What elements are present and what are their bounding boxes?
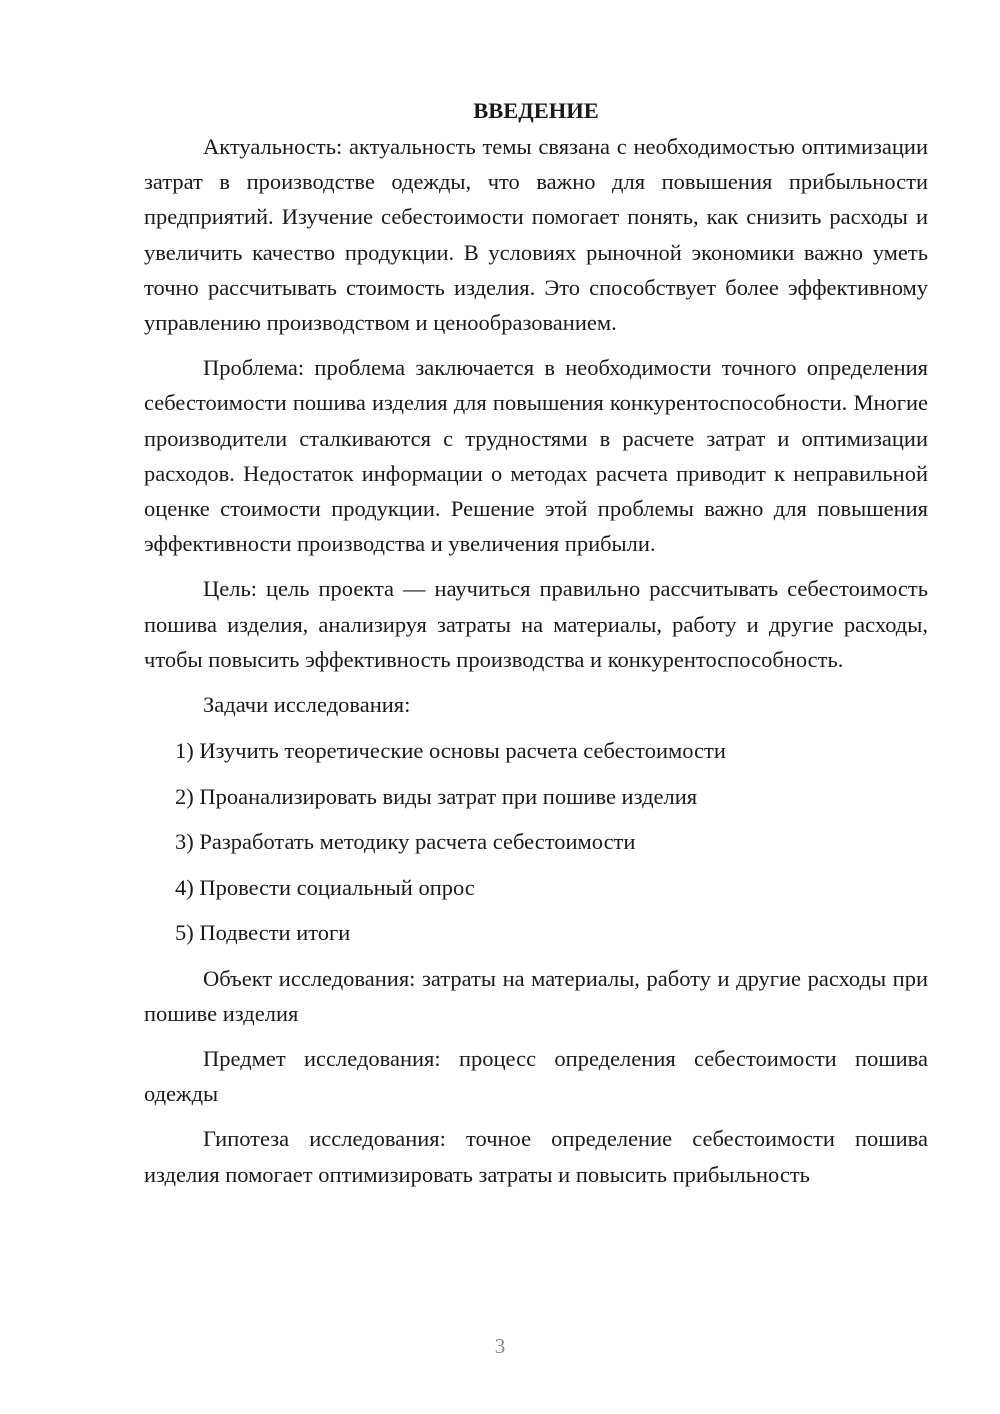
relevance-paragraph: Актуальность: актуальность темы связана с необходимостью оптимизации затрат в производстве одежды, что важно для повышения прибыльности предприятий. Изучение себестоимости помогает понять, как снизить расходы и увеличить качество продукции. В условиях рыночной экономики важно уметь точно рассчитывать стоимость изделия. Это способствует более эффективному управлению производством и ценообразованием. — [144, 134, 928, 336]
hypothesis-paragraph: Гипотеза исследования: точное определение себестоимости пошива изделия помогает оптимизировать затраты и повысить прибыльность — [144, 1126, 928, 1187]
task-item: 5) Подвести итоги — [175, 920, 351, 946]
task-item: 4) Провести социальный опрос — [175, 874, 475, 900]
task-item: 1) Изучить теоретические основы расчета себестоимости — [175, 738, 726, 764]
task-item: 2) Проанализировать виды затрат при пошиве изделия — [175, 783, 698, 809]
problem-paragraph: Проблема: проблема заключается в необходимости точного определения себестоимости пошива изделия для повышения конкурентоспособности. Многие производители сталкиваются с трудностями в расчете затрат и оптимизации расходов. Недостаток информации о методах расчета приводит к неправильной оценке стоимости продукции. Решение этой проблемы важно для повышения эффективности производства и увеличения прибыли. — [144, 355, 928, 557]
tasks-title: Задачи исследования: — [203, 692, 411, 718]
page-content — [144, 96, 928, 1202]
page-number: 3 — [494, 1334, 506, 1358]
tasks-list — [144, 733, 928, 950]
goal-paragraph: Цель: цель проекта — научиться правильно рассчитывать себестоимость пошива изделия, анализируя затраты на материалы, работу и другие расходы, чтобы повысить эффективность производства и конкурентоспособность. — [144, 576, 928, 672]
subject-paragraph: Предмет исследования: процесс определения себестоимости пошива одежды — [144, 1045, 928, 1107]
object-paragraph: Объект исследования: затраты на материалы, работу и другие расходы при пошиве изделия — [144, 965, 928, 1026]
page-heading: ВВЕДЕНИЕ — [473, 98, 599, 123]
task-item: 3) Разработать методику расчета себестоимости — [175, 829, 636, 855]
